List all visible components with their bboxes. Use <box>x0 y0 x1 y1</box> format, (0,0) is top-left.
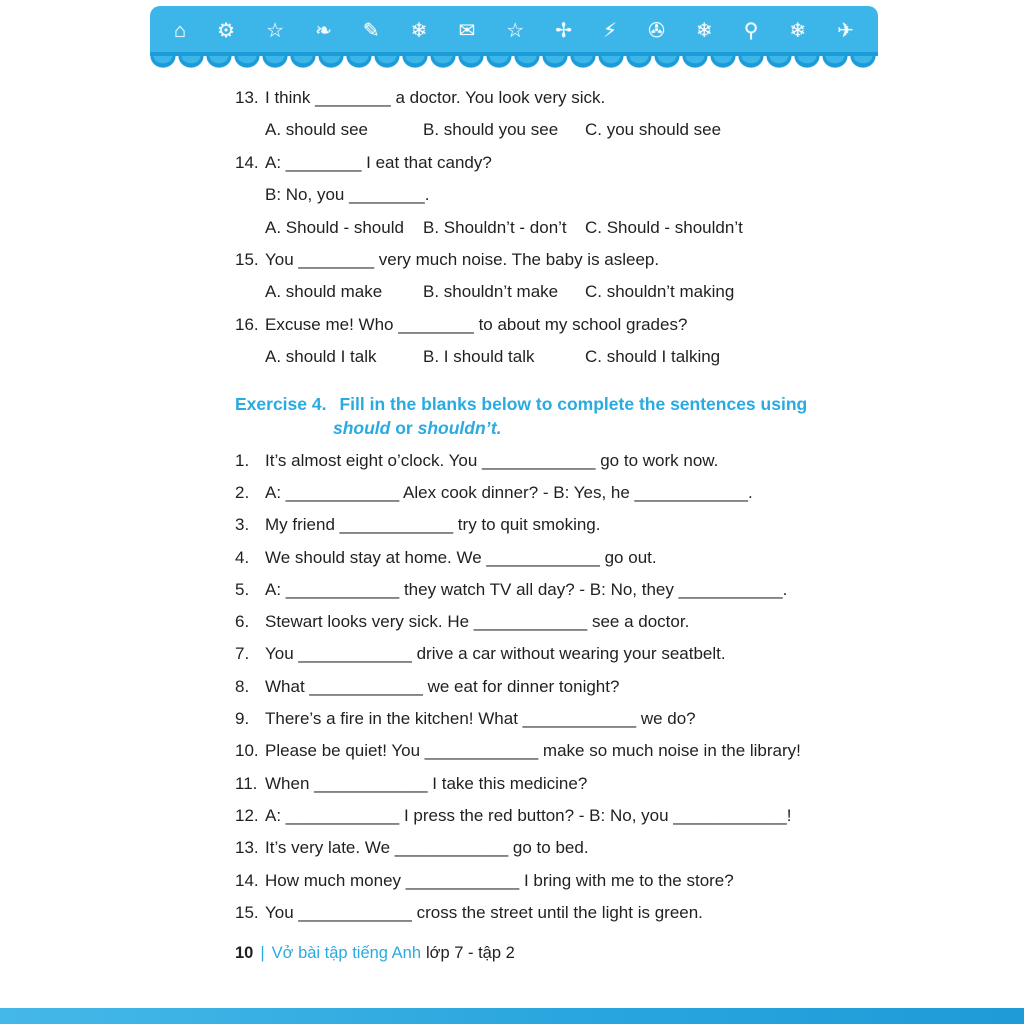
snowflake-icon: ❄ <box>789 20 807 42</box>
envelope-icon: ✉ <box>458 20 476 42</box>
fill-item-6 <box>235 606 835 638</box>
item-number: 1. <box>235 450 250 470</box>
mcq-question-15 <box>235 244 835 309</box>
exercise-heading <box>235 392 835 440</box>
item-number: 3. <box>235 515 250 535</box>
question-text: I think ________ a doctor. You look very sick. <box>265 88 606 107</box>
bottom-page-edge-bar <box>0 1008 1024 1024</box>
item-number: 14. <box>235 870 259 890</box>
item-number: 8. <box>235 676 250 696</box>
banner-icon-row <box>150 6 878 56</box>
page-content <box>235 82 835 967</box>
item-number: 7. <box>235 644 250 664</box>
pencil-icon: ✎ <box>362 20 380 42</box>
option-a: A. Should - should <box>265 217 404 237</box>
exercise-label: Exercise 4. <box>235 393 327 414</box>
item-number: 4. <box>235 547 250 567</box>
paper-plane-icon: ✈ <box>837 20 854 42</box>
mcq-question-13 <box>235 82 835 147</box>
fill-in-the-blank-section <box>235 445 835 929</box>
option-b: B. I should talk <box>423 347 535 367</box>
item-text: We should stay at home. We ____________ go out. <box>265 547 657 567</box>
car-icon: ⚙ <box>217 20 236 42</box>
answer-options <box>265 212 835 244</box>
item-text: A: ____________ they watch TV all day? - B: No, they ___________. <box>265 579 788 599</box>
item-text: My friend ____________ try to quit smoking. <box>265 515 601 535</box>
item-text: A: ____________ I press the red button? - B: No, you ____________! <box>265 805 792 825</box>
question-text-line2: B: No, you ________. <box>265 185 430 205</box>
item-text: It’s very late. We ____________ go to bed. <box>265 838 589 858</box>
item-number: 9. <box>235 709 250 729</box>
item-text: There’s a fire in the kitchen! What ____________ we do? <box>265 709 696 729</box>
question-number: 16. <box>235 314 259 334</box>
option-a: A. should make <box>265 282 383 302</box>
option-b: B. shouldn’t make <box>423 282 559 302</box>
lightbulb-icon: ⚡ <box>603 20 618 42</box>
fill-item-1 <box>235 445 835 477</box>
fill-item-9 <box>235 703 835 735</box>
exercise-title-italic-should: should <box>333 417 391 438</box>
fill-item-13 <box>235 832 835 864</box>
option-c: C. Should - shouldn’t <box>585 217 743 237</box>
answer-options <box>265 276 835 308</box>
footer-separator: | <box>260 944 265 963</box>
item-text: Please be quiet! You ____________ make so much noise in the library! <box>265 741 801 761</box>
item-text: What ____________ we eat for dinner tonight? <box>265 676 620 696</box>
item-text: Stewart looks very sick. He ____________ see a doctor. <box>265 612 690 632</box>
bee-icon: ✢ <box>555 20 572 42</box>
fill-item-3 <box>235 509 835 541</box>
fill-item-12 <box>235 800 835 832</box>
item-number: 13. <box>235 838 259 858</box>
option-a: A. should I talk <box>265 347 377 367</box>
fill-item-15 <box>235 897 835 929</box>
question-number: 15. <box>235 250 259 270</box>
option-c: C. you should see <box>585 120 722 140</box>
option-b: B. Shouldn’t - don’t <box>423 217 567 237</box>
item-text: A: ____________ Alex cook dinner? - B: Yes, he ____________. <box>265 482 753 502</box>
fill-item-4 <box>235 542 835 574</box>
item-text: You ____________ drive a car without wearing your seatbelt. <box>265 644 726 664</box>
paperclip-icon: ✇ <box>648 20 665 42</box>
option-c: C. shouldn’t making <box>585 282 735 302</box>
question-text: Excuse me! Who ________ to about my school grades? <box>265 314 688 334</box>
fill-item-8 <box>235 671 835 703</box>
mcq-question-14 <box>235 147 835 244</box>
item-number: 12. <box>235 805 259 825</box>
option-c: C. should I talking <box>585 347 721 367</box>
question-text: You ________ very much noise. The baby is asleep. <box>265 250 660 270</box>
fill-item-7 <box>235 638 835 670</box>
item-text: How much money ____________ I bring with me to the store? <box>265 870 734 890</box>
item-number: 15. <box>235 902 259 922</box>
star-icon: ☆ <box>266 20 285 42</box>
item-number: 11. <box>235 773 258 793</box>
question-number: 13. <box>235 88 259 107</box>
item-number: 5. <box>235 579 250 599</box>
fill-item-5 <box>235 574 835 606</box>
answer-options <box>265 341 835 373</box>
fill-item-2 <box>235 477 835 509</box>
mcq-question-16 <box>235 309 835 374</box>
fill-item-10 <box>235 735 835 767</box>
snowflake-icon: ❄ <box>410 20 428 42</box>
item-number: 2. <box>235 482 250 502</box>
leaf-icon: ❧ <box>315 20 332 42</box>
fill-item-11 <box>235 768 835 800</box>
item-text: It’s almost eight o’clock. You ____________ go to work now. <box>265 450 719 470</box>
decorative-top-banner <box>150 6 878 56</box>
star-icon: ☆ <box>506 20 525 42</box>
option-b: B. should you see <box>423 120 559 140</box>
snowflake-icon: ❄ <box>695 20 713 42</box>
page-footer <box>235 939 835 967</box>
exercise-heading-line2 <box>333 416 835 440</box>
exercise-title: Fill in the blanks below to complete the sentences using <box>339 393 808 414</box>
item-text: When ____________ I take this medicine? <box>265 773 588 793</box>
exercise-heading-line1 <box>235 392 835 416</box>
buildings-icon: ⌂ <box>174 20 187 42</box>
item-number: 6. <box>235 612 250 632</box>
fill-item-14 <box>235 865 835 897</box>
option-a: A. should see <box>265 120 369 140</box>
exercise-title-italic-shouldnt: shouldn’t. <box>417 417 502 438</box>
question-text: A: ________ I eat that candy? <box>265 152 492 172</box>
key-icon: ⚲ <box>743 20 759 42</box>
item-text: You ____________ cross the street until the light is green. <box>265 902 703 922</box>
page-number: 10 <box>235 944 254 963</box>
book-volume: lớp 7 - tập 2 <box>426 944 515 963</box>
multiple-choice-section <box>235 82 835 374</box>
question-number: 14. <box>235 152 259 172</box>
book-series-title: Vở bài tập tiếng Anh <box>271 944 422 963</box>
exercise-title-or: or <box>390 417 418 438</box>
answer-options <box>265 114 835 146</box>
item-number: 10. <box>235 741 259 761</box>
